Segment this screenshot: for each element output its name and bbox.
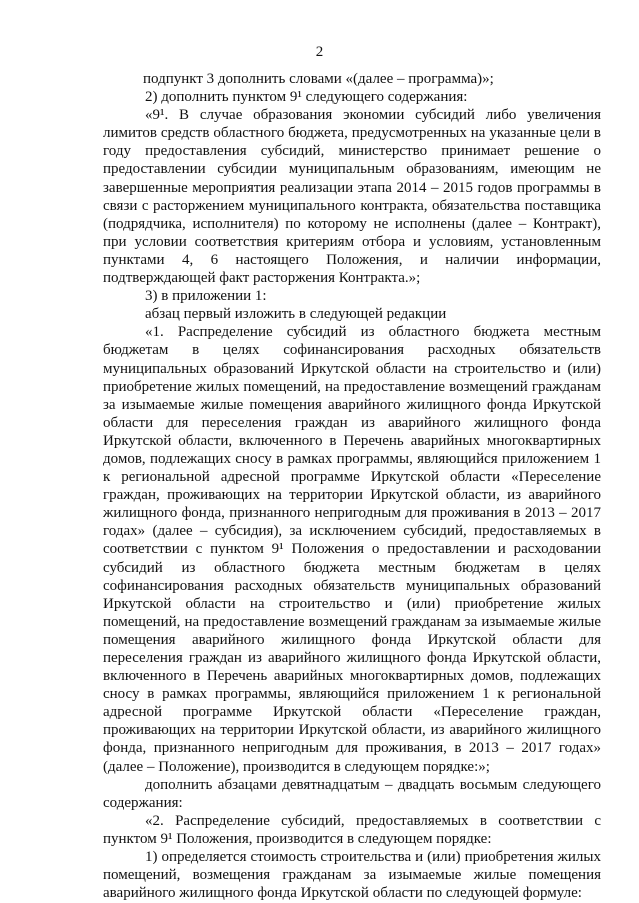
paragraph-point-9-1-text: «9¹. В случае образования экономии субсидий либо увеличения лимитов средств областного бюджета, предусмотренных на указанные цели в году предоставления субсидий, министерство принимает решение о предоставлении субсидии муниципальным образованиям, имеющим не завершенные мероприятия реализации этапа 2014 – 2015 годов программы в связи с расторжением муниципального контракта, обязательства поставщика (подрядчика, исполнителя) по которому не исполнены (далее – Контракт), при условии соответствия критериям отбора и условиям, установленным пунктами 4, 6 настоящего Положения, и наличии информации, подтверждающей факт расторжения Контракта.»; [103, 107, 601, 287]
paragraph-first-abzac: абзац первый изложить в следующей редакции [145, 306, 447, 323]
paragraph-subpoint-1-formula: 1) определяется стоимость строительства и (или) приобретения жилых помещений, возмещения гражданам за изымаемые жилые помещения аварийного жилищного фонда Иркутской области по следующей формуле: [103, 849, 601, 902]
page-number: 2 [315, 44, 324, 60]
paragraph-add-point-9-1: 2) дополнить пунктом 9¹ следующего содержания: [145, 89, 468, 106]
paragraph-point-1-text: «1. Распределение субсидий из областного бюджета местным бюджетам в целях софинансирования расходных обязательств муниципальных образований Иркутской области на строительство и (или) приобретение жилых помещений, на предоставление возмещений гражданам за изымаемые жилые помещения аварийного жилищного фонда Иркутской области для переселения граждан из аварийного жилищного фонда Иркутской области, включенного в Перечень аварийных многоквартирных домов, подлежащих сносу в рамках программы, являющийся приложением 1 к региональной адресной программе Иркутской области «Переселение граждан, проживающих на территории Иркутской области, из аварийного жилищного фонда, признанного непригодным для проживания в 2013 – 2017 годах» (далее – субсидия), за исключением субсидий, предоставляемых в соответствии с пунктом 9¹ Положения о предоставлении и расходовании субсидий из областного бюджета местным бюджетам в целях софинансирования расходных обязательств муниципальных образований Иркутской области на строительство и (или) приобретение жилых помещений, на предоставление возмещений гражданам за изымаемые жилые помещения аварийного жилищного фонда Иркутской области для переселения граждан из аварийного жилищного фонда Иркутской области, включенного в Перечень аварийных многоквартирных домов, подлежащих сносу в рамках программы, являющийся приложением 1 к региональной адресной программе Иркутской области «Переселение граждан, проживающих на территории Иркутской области, из аварийного жилищного фонда, признанного непригодным для проживания, в 2013 – 2017 годах» (далее – Положение), производится в следующем порядке:»; [103, 324, 601, 775]
paragraph-appendix-1: 3) в приложении 1: [145, 288, 267, 305]
paragraph-point-2-text: «2. Распределение субсидий, предоставляемых в соответствии с пунктом 9¹ Положения, производится в следующем порядке: [103, 812, 601, 847]
document-body [103, 70, 601, 902]
paragraph-add-abzacs: дополнить абзацами девятнадцатым – двадцать восьмым следующего содержания: [103, 776, 601, 811]
paragraph-subpoint-3: подпункт 3 дополнить словами «(далее – программа)»; [143, 71, 494, 87]
